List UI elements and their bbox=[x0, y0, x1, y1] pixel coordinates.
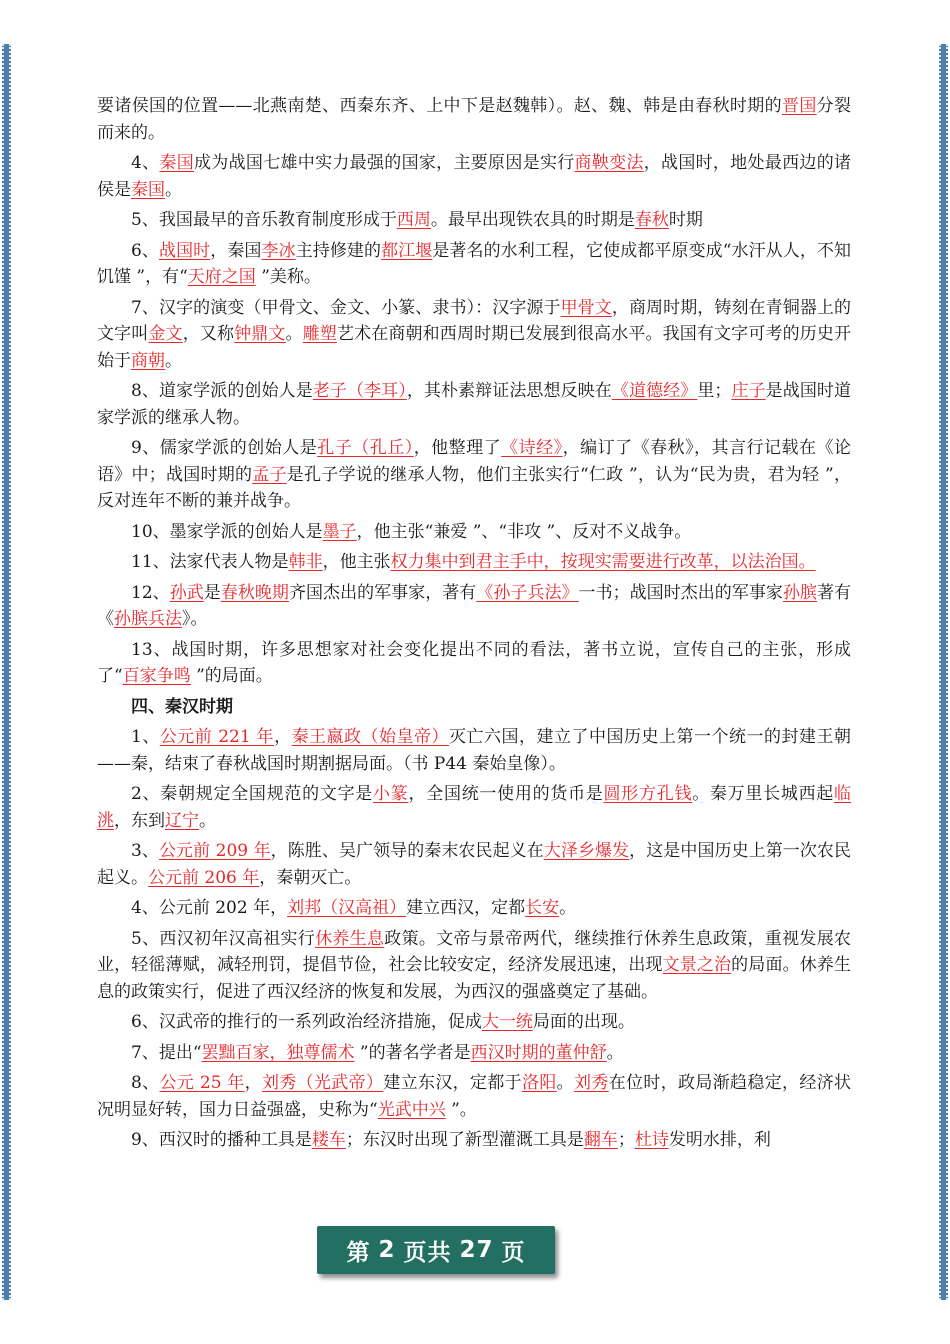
text: ， bbox=[274, 727, 292, 747]
answer: 战国时 bbox=[158, 240, 211, 261]
item-11 bbox=[97, 549, 851, 576]
answer: 春秋 bbox=[634, 210, 669, 230]
answer: 秦国 bbox=[159, 153, 195, 173]
page-label: 页共 bbox=[403, 1239, 452, 1266]
answer: 大一统 bbox=[481, 1012, 533, 1032]
answer: 权力集中到君主手中，按现实需要进行改革，以法治国。 bbox=[390, 552, 816, 572]
text: 5、西汉初年汉高祖实行 bbox=[131, 928, 316, 949]
text: 著有《 bbox=[97, 582, 852, 629]
text: 是 bbox=[203, 582, 221, 603]
text: 的局面。休养生息的政策实行，促进了西汉经济的恢复和发展，为西汉的强盛奠定了基础。 bbox=[97, 955, 852, 1002]
text: 主持修建的 bbox=[295, 240, 382, 261]
qin-han-item-6 bbox=[97, 1009, 851, 1036]
text: 成为战国七雄中实力最强的国家，主要原因是实行 bbox=[194, 153, 575, 173]
text: ； bbox=[617, 1130, 635, 1150]
text: 7、提出“ bbox=[131, 1042, 202, 1063]
answer: 刘秀 bbox=[574, 1073, 609, 1093]
answer: 百家争鸣 bbox=[122, 666, 191, 686]
text: ，他整理了 bbox=[413, 438, 502, 458]
answer: 孙膑 bbox=[782, 582, 818, 603]
answer: 西周 bbox=[396, 210, 431, 230]
text: 2、秦朝规定全国规范的文字是 bbox=[131, 784, 374, 804]
text: 。秦万里长城西起 bbox=[692, 784, 835, 804]
answer: 圆形方孔钱 bbox=[603, 784, 693, 804]
text: 3、 bbox=[131, 841, 159, 861]
item-6 bbox=[97, 238, 851, 291]
total-pages: 27 bbox=[459, 1237, 494, 1263]
answer: 孟子 bbox=[252, 464, 287, 485]
item-13 bbox=[97, 637, 851, 690]
text: ；东汉时出现了新型灌溉工具是 bbox=[345, 1130, 584, 1150]
page-label: 页 bbox=[501, 1239, 526, 1266]
text: ，商周时期，铸刻在青铜器上的文字叫 bbox=[97, 297, 851, 344]
answer: 耧车 bbox=[311, 1130, 346, 1150]
item-4 bbox=[97, 150, 851, 203]
left-border-decoration bbox=[2, 44, 11, 1300]
text: ，他主张“兼爱 ”、“非攻 ”、反对不义战争。 bbox=[356, 521, 692, 542]
page-number-badge bbox=[317, 1226, 555, 1274]
document-body bbox=[97, 93, 851, 1158]
answer: 李冰 bbox=[261, 240, 296, 261]
text: ”美称。 bbox=[255, 267, 321, 287]
text: 。 bbox=[559, 898, 577, 918]
text: 11、法家代表人物是 bbox=[131, 552, 289, 572]
answer: 临洮 bbox=[97, 784, 852, 831]
text: ，东到 bbox=[114, 810, 165, 831]
text: 12、 bbox=[131, 582, 170, 603]
answer: 洛阳 bbox=[522, 1073, 557, 1093]
text: ， bbox=[244, 1073, 262, 1093]
text: ，秦国 bbox=[210, 240, 262, 261]
text: ，其朴素辩证法思想反映在 bbox=[406, 381, 612, 401]
text: 》。 bbox=[182, 609, 208, 629]
text: 10、墨家学派的创始人是 bbox=[131, 521, 323, 542]
text: 灭亡六国，建立了中国历史上第一个统一的封建王朝——秦，结束了春秋战国时期割据局面。（书 P44 秦始皇像）。 bbox=[97, 727, 851, 774]
text: 艺术在商朝和西周时期已发展到很高水平。我国有文字可考的历史开始于 bbox=[97, 324, 852, 371]
page-label: 第 bbox=[346, 1239, 371, 1266]
answer: 刘秀（光武帝） bbox=[261, 1073, 384, 1093]
answer: 《孙子兵法》 bbox=[476, 582, 579, 603]
answer: 秦国 bbox=[131, 179, 165, 200]
text: ”。 bbox=[445, 1099, 477, 1120]
answer: 长安 bbox=[525, 898, 560, 918]
text: 4、 bbox=[131, 153, 160, 173]
text: ，陈胜、吴广领导的秦末农民起义在 bbox=[270, 841, 544, 861]
text: 13、战国时期，许多思想家对社会变化提出不同的看法，著书立说，宣传自己的主张，形成了“ bbox=[97, 639, 851, 686]
answer: 老子（李耳） bbox=[312, 381, 407, 401]
answer: 墨子 bbox=[322, 521, 357, 542]
text: 7、汉字的演变（甲骨文、金文、小篆、隶书）：汉字源于 bbox=[131, 297, 561, 318]
text: 1、 bbox=[131, 727, 160, 747]
text: ，这是中国历史上第一次农民起义。 bbox=[97, 841, 852, 888]
text: 发明水排，利 bbox=[668, 1130, 771, 1150]
answer: 罢黜百家，独尊儒术 bbox=[201, 1042, 355, 1063]
answer: 庄子 bbox=[731, 381, 766, 401]
text: 要诸侯国的位置——北燕南楚、西秦东齐、上中下是赵魏韩）。赵、魏、韩是由春秋时期的 bbox=[97, 96, 782, 116]
answer: 金文 bbox=[148, 324, 183, 344]
qin-han-item-3 bbox=[97, 838, 851, 891]
item-9 bbox=[97, 435, 851, 515]
answer: 春秋晚期 bbox=[220, 582, 289, 603]
answer: 天府之国 bbox=[187, 267, 256, 287]
answer: 公元前 206 年 bbox=[148, 867, 260, 888]
text: ”的局面。 bbox=[190, 666, 273, 686]
text: ，战国时，地处最西边的诸侯是 bbox=[97, 153, 851, 200]
answer: 《诗经》 bbox=[501, 438, 563, 458]
answer: 光武中兴 bbox=[377, 1099, 446, 1120]
answer: 公元前 221 年 bbox=[159, 727, 275, 747]
right-border-decoration bbox=[939, 44, 948, 1300]
text: 。 bbox=[285, 324, 303, 344]
text: 。最早出现铁农具的时期是 bbox=[430, 210, 635, 230]
text: ，他主张 bbox=[322, 552, 391, 572]
item-7 bbox=[97, 295, 851, 375]
answer: 雕塑 bbox=[302, 324, 337, 344]
text: 8、道家学派的创始人是 bbox=[131, 381, 313, 401]
item-5 bbox=[97, 207, 851, 234]
text: 在位时，政局渐趋稳定，经济状况明显好转，国力日益强盛，史称为“ bbox=[97, 1073, 852, 1120]
text: 齐国杰出的军事家，著有 bbox=[288, 582, 477, 603]
answer: 公元 25 年 bbox=[159, 1073, 245, 1093]
answer: 甲骨文 bbox=[560, 297, 612, 318]
current-page: 2 bbox=[378, 1237, 396, 1263]
text: ，又称 bbox=[182, 324, 235, 344]
text: ，全国统一使用的货币是 bbox=[408, 784, 604, 804]
text: 是孔子学说的继承人物，他们主张实行“仁政 ”，认为“民为贵，君为轻 ”，反对连年不断的兼并战争。 bbox=[97, 464, 851, 511]
qin-han-item-5 bbox=[97, 926, 851, 1006]
text: 是战国时道家学派的继承人物。 bbox=[97, 381, 852, 428]
qin-han-item-1 bbox=[97, 724, 851, 777]
qin-han-item-7 bbox=[97, 1040, 851, 1067]
item-8 bbox=[97, 378, 851, 431]
text: ，秦朝灭亡。 bbox=[259, 867, 362, 888]
text: 5、我国最早的音乐教育制度形成于 bbox=[131, 210, 397, 230]
paragraph-cont bbox=[97, 93, 851, 146]
text: ，编订了《春秋》，其言行记载在《论语》中；战国时期的 bbox=[97, 438, 851, 485]
qin-han-item-8 bbox=[97, 1070, 851, 1123]
text: 分裂而来的。 bbox=[97, 96, 852, 143]
text: 是著名的水利工程，它使成都平原变成“水汗从人，不知饥馑 ”，有“ bbox=[97, 240, 852, 287]
answer: 杜诗 bbox=[634, 1130, 669, 1150]
answer: 秦王嬴政（始皇帝） bbox=[291, 727, 450, 747]
answer: 晋国 bbox=[781, 96, 817, 116]
qin-han-item-2 bbox=[97, 781, 851, 834]
text: 9、西汉时的播种工具是 bbox=[131, 1130, 312, 1150]
answer: 翻车 bbox=[583, 1130, 618, 1150]
answer: 钟鼎文 bbox=[234, 324, 286, 344]
answer: 文景之治 bbox=[662, 955, 732, 975]
text: 9、儒家学派的创始人是 bbox=[131, 438, 318, 458]
answer: 休养生息 bbox=[315, 928, 385, 949]
answer: 公元前 209 年 bbox=[158, 841, 271, 861]
answer: 刘邦（汉高祖） bbox=[287, 898, 407, 918]
text: 时期 bbox=[668, 210, 703, 230]
answer: 《道德经》 bbox=[611, 381, 698, 401]
answer: 孙武 bbox=[169, 582, 204, 603]
answer: 韩非 bbox=[288, 552, 323, 572]
text: 。 bbox=[165, 179, 182, 200]
text: 。 bbox=[165, 350, 182, 371]
answer: 大泽乡爆发 bbox=[543, 841, 630, 861]
answer: 商鞅变法 bbox=[574, 153, 644, 173]
text: 。 bbox=[606, 1042, 624, 1063]
qin-han-item-4 bbox=[97, 895, 851, 922]
answer: 都江堰 bbox=[381, 240, 433, 261]
item-12 bbox=[97, 580, 851, 633]
text: 。 bbox=[199, 810, 216, 831]
answer: 西汉时期的董仲舒 bbox=[470, 1042, 607, 1063]
text: ”的著名学者是 bbox=[354, 1042, 471, 1063]
text: 6、 bbox=[131, 240, 159, 261]
text: 。 bbox=[556, 1073, 575, 1093]
answer: 孙膑兵法 bbox=[114, 609, 182, 629]
answer: 辽宁 bbox=[165, 810, 199, 831]
text: 4、公元前 202 年， bbox=[131, 898, 288, 918]
answer: 孔子（孔丘） bbox=[317, 438, 414, 458]
text: 6、汉武帝的推行的一系列政治经济措施，促成 bbox=[131, 1012, 482, 1032]
text: 一书；战国时杰出的军事家 bbox=[578, 582, 783, 603]
qin-han-item-9 bbox=[97, 1127, 851, 1154]
answer: 小篆 bbox=[373, 784, 409, 804]
text: 政策。文帝与景帝两代，继续推行休养生息政策，重视发展农业，轻徭薄赋，减轻刑罚，提倡节俭，社会比较安定，经济发展迅速，出现 bbox=[97, 928, 851, 975]
text: 里； bbox=[697, 381, 732, 401]
text: 局面的出现。 bbox=[532, 1012, 635, 1032]
text: 8、 bbox=[131, 1073, 160, 1093]
section-heading: 四、秦汉时期 bbox=[131, 696, 233, 717]
answer: 商朝 bbox=[131, 350, 165, 371]
item-10 bbox=[97, 519, 851, 546]
text: 建立东汉，定都于 bbox=[383, 1073, 522, 1093]
text: 建立西汉，定都 bbox=[406, 898, 526, 918]
